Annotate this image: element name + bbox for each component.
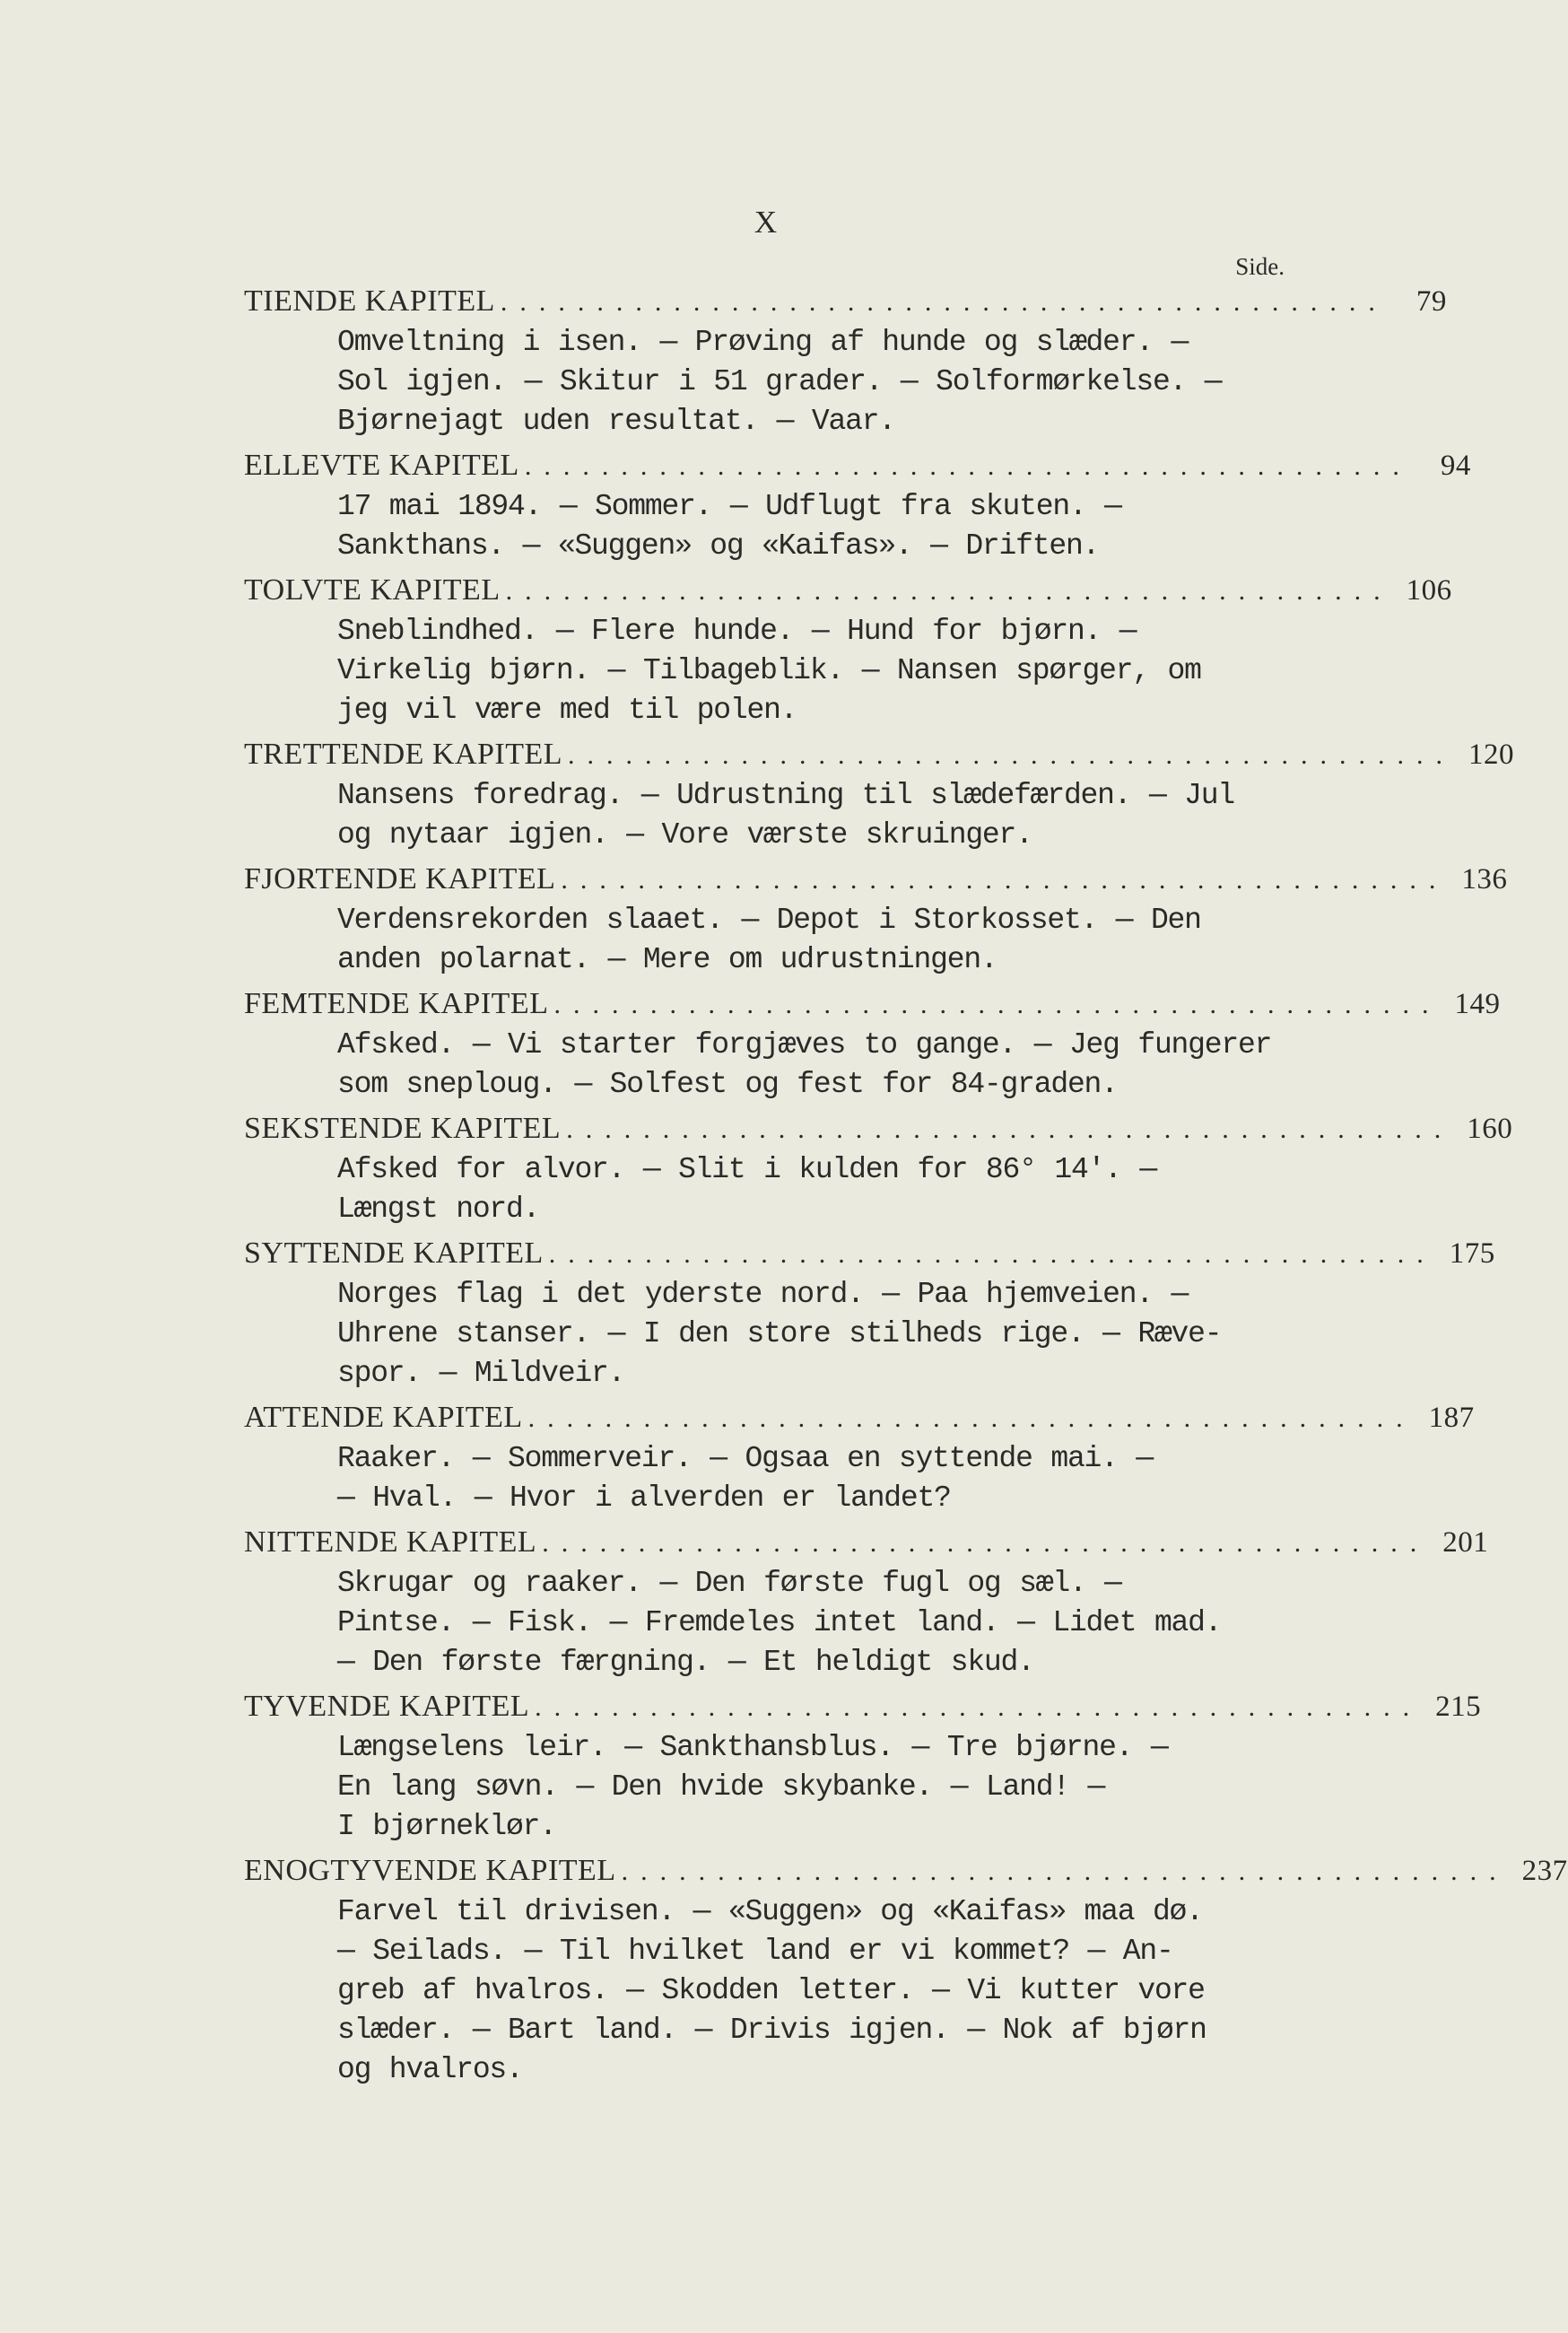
toc-entry bbox=[244, 1849, 1568, 2093]
toc-entry bbox=[244, 983, 1501, 1107]
chapter-heading bbox=[244, 1396, 1475, 1439]
chapter-title: SEKSTENDE KAPITEL bbox=[244, 1112, 562, 1145]
summary-line: Afsked. — Vi starter forgjæves to gange. — Jeg fungerer bbox=[337, 1028, 1272, 1062]
summary-line: 17 mai 1894. — Sommer. — Udflugt fra skuten. — bbox=[337, 490, 1121, 523]
summary-line: Længst nord. bbox=[337, 1193, 540, 1226]
summary-line: Bjørnejagt uden resultat. — Vaar. bbox=[337, 405, 895, 438]
chapter-heading bbox=[244, 858, 1508, 901]
chapter-page-number: 106 bbox=[1406, 574, 1452, 607]
summary-line: Længselens leir. — Sankthansblus. — Tre bjørne. — bbox=[337, 1731, 1168, 1764]
chapter-page-number: 149 bbox=[1454, 988, 1501, 1020]
chapter-page-number: 160 bbox=[1467, 1113, 1513, 1145]
chapter-page-number: 175 bbox=[1449, 1237, 1495, 1270]
chapter-summary bbox=[337, 1150, 1234, 1232]
toc-entry bbox=[244, 1232, 1495, 1396]
chapter-title: FEMTENDE KAPITEL bbox=[244, 987, 549, 1020]
chapter-page-number: 79 bbox=[1416, 285, 1447, 318]
chapter-heading bbox=[244, 569, 1452, 612]
summary-line: spor. — Mildveir. bbox=[337, 1357, 625, 1390]
chapter-summary bbox=[337, 612, 1234, 733]
summary-line: Farvel til drivisen. — «Suggen» og «Kaifas» maa dø. bbox=[337, 1895, 1203, 1928]
summary-line: slæder. — Bart land. — Drivis igjen. — Nok af bjørn bbox=[337, 2014, 1206, 2047]
chapter-heading bbox=[244, 1685, 1482, 1728]
chapter-title: ENOGTYVENDE KAPITEL bbox=[244, 1854, 616, 1887]
chapter-summary bbox=[337, 1275, 1234, 1396]
summary-line: Raaker. — Sommerveir. — Ogsaa en syttende mai. — bbox=[337, 1442, 1153, 1475]
chapter-page-number: 136 bbox=[1461, 863, 1508, 896]
chapter-page-number: 201 bbox=[1442, 1526, 1489, 1559]
summary-line: Norges flag i det yderste nord. — Paa hjemveien. — bbox=[337, 1278, 1189, 1311]
summary-line: Sneblindhed. — Flere hunde. — Hund for bjørn. — bbox=[337, 615, 1137, 648]
chapter-heading bbox=[244, 1849, 1568, 1892]
chapter-heading bbox=[244, 1107, 1513, 1150]
chapter-title: TYVENDE KAPITEL bbox=[244, 1690, 530, 1723]
dot-leader: .............................................. bbox=[621, 1857, 1509, 1886]
chapter-summary bbox=[337, 487, 1234, 569]
dot-leader: .............................................. bbox=[527, 1403, 1416, 1433]
chapter-page-number: 120 bbox=[1468, 738, 1515, 771]
chapter-title: SYTTENDE KAPITEL bbox=[244, 1236, 544, 1270]
summary-line: Omveltning i isen. — Prøving af hunde og slæder. — bbox=[337, 326, 1189, 359]
summary-line: Sankthans. — «Suggen» og «Kaifas». — Driften. bbox=[337, 529, 1100, 563]
chapter-page-number: 237 bbox=[1521, 1855, 1568, 1887]
chapter-title: FJORTENDE KAPITEL bbox=[244, 862, 556, 896]
summary-line: Uhrene stanser. — I den store stilheds rige. — Ræve- bbox=[337, 1317, 1222, 1350]
summary-line: Skrugar og raaker. — Den første fugl og sæl. — bbox=[337, 1567, 1121, 1600]
toc-entry bbox=[244, 280, 1447, 444]
summary-line: — Seilads. — Til hvilket land er vi kommet? — An- bbox=[337, 1935, 1173, 1968]
chapter-summary bbox=[337, 1026, 1272, 1107]
summary-line: jeg vil være med til polen. bbox=[337, 694, 797, 727]
dot-leader: .............................................. bbox=[548, 1239, 1436, 1269]
summary-line: Pintse. — Fisk. — Fremdeles intet land. — Lidet mad. bbox=[337, 1606, 1222, 1639]
summary-line: og hvalros. bbox=[337, 2053, 523, 2086]
toc-entry bbox=[244, 1521, 1489, 1685]
toc-entry bbox=[244, 444, 1471, 569]
toc-entry bbox=[244, 858, 1508, 983]
dot-leader: .............................................. bbox=[535, 1692, 1423, 1722]
chapter-heading bbox=[244, 1521, 1489, 1564]
summary-line: Verdensrekorden slaaet. — Depot i Storkosset. — Den bbox=[337, 904, 1201, 937]
chapter-heading bbox=[244, 733, 1515, 776]
chapter-heading bbox=[244, 280, 1447, 323]
chapter-title: ATTENDE KAPITEL bbox=[244, 1401, 523, 1434]
toc-entry bbox=[244, 1685, 1482, 1849]
toc-entry bbox=[244, 569, 1452, 733]
summary-line: greb af hvalros. — Skodden letter. — Vi kutter vore bbox=[337, 1974, 1205, 2007]
toc-entry bbox=[244, 1396, 1475, 1521]
summary-line: — Hval. — Hvor i alverden er landet? bbox=[337, 1481, 951, 1515]
summary-line: anden polarnat. — Mere om udrustningen. bbox=[337, 943, 997, 976]
chapter-summary bbox=[337, 1892, 1234, 2093]
summary-line: Virkelig bjørn. — Tilbageblik. — Nansen spørger, om bbox=[337, 654, 1201, 687]
toc-entry bbox=[244, 733, 1515, 858]
chapter-title: TIENDE KAPITEL bbox=[244, 284, 495, 318]
dot-leader: .............................................. bbox=[524, 451, 1412, 481]
summary-line: Nansens foredrag. — Udrustning til slædefærden. — Jul bbox=[337, 779, 1234, 812]
chapter-summary bbox=[337, 776, 1234, 858]
chapter-page-number: 94 bbox=[1440, 450, 1471, 482]
summary-line: Afsked for alvor. — Slit i kulden for 86° 14'. — bbox=[337, 1153, 1156, 1186]
dot-leader: .............................................. bbox=[500, 287, 1388, 317]
chapter-heading bbox=[244, 444, 1471, 487]
page-number: X bbox=[754, 205, 779, 240]
dot-leader: .............................................. bbox=[561, 865, 1449, 895]
summary-line: som sneploug. — Solfest og fest for 84-graden. bbox=[337, 1068, 1118, 1101]
summary-line: En lang søvn. — Den hvide skybanke. — Land! — bbox=[337, 1770, 1105, 1804]
summary-line: og nytaar igjen. — Vore værste skruinger. bbox=[337, 818, 1032, 852]
chapter-summary bbox=[337, 901, 1234, 983]
chapter-heading bbox=[244, 983, 1501, 1026]
dot-leader: .............................................. bbox=[505, 576, 1393, 606]
chapter-title: NITTENDE KAPITEL bbox=[244, 1525, 537, 1559]
dot-leader: .............................................. bbox=[542, 1528, 1430, 1558]
chapter-summary bbox=[337, 1564, 1234, 1685]
dot-leader: .............................................. bbox=[553, 990, 1442, 1019]
chapter-title: TOLVTE KAPITEL bbox=[244, 573, 501, 607]
summary-line: Sol igjen. — Skitur i 51 grader. — Solformørkelse. — bbox=[337, 365, 1222, 398]
chapter-heading bbox=[244, 1232, 1495, 1275]
table-of-contents bbox=[244, 280, 1568, 2093]
dot-leader: .............................................. bbox=[566, 1114, 1454, 1144]
chapter-summary bbox=[337, 1439, 1234, 1521]
summary-line: — Den første færgning. — Et heldigt skud. bbox=[337, 1646, 1034, 1679]
toc-entry bbox=[244, 1107, 1513, 1232]
chapter-page-number: 187 bbox=[1428, 1402, 1475, 1434]
side-column-label: Side. bbox=[1235, 253, 1285, 280]
chapter-title: TRETTENDE KAPITEL bbox=[244, 738, 563, 771]
chapter-summary bbox=[337, 323, 1234, 444]
dot-leader: .............................................. bbox=[568, 740, 1456, 770]
chapter-page-number: 215 bbox=[1435, 1691, 1482, 1723]
summary-line: I bjørneklør. bbox=[337, 1810, 556, 1843]
chapter-summary bbox=[337, 1728, 1234, 1849]
chapter-title: ELLEVTE KAPITEL bbox=[244, 449, 519, 482]
